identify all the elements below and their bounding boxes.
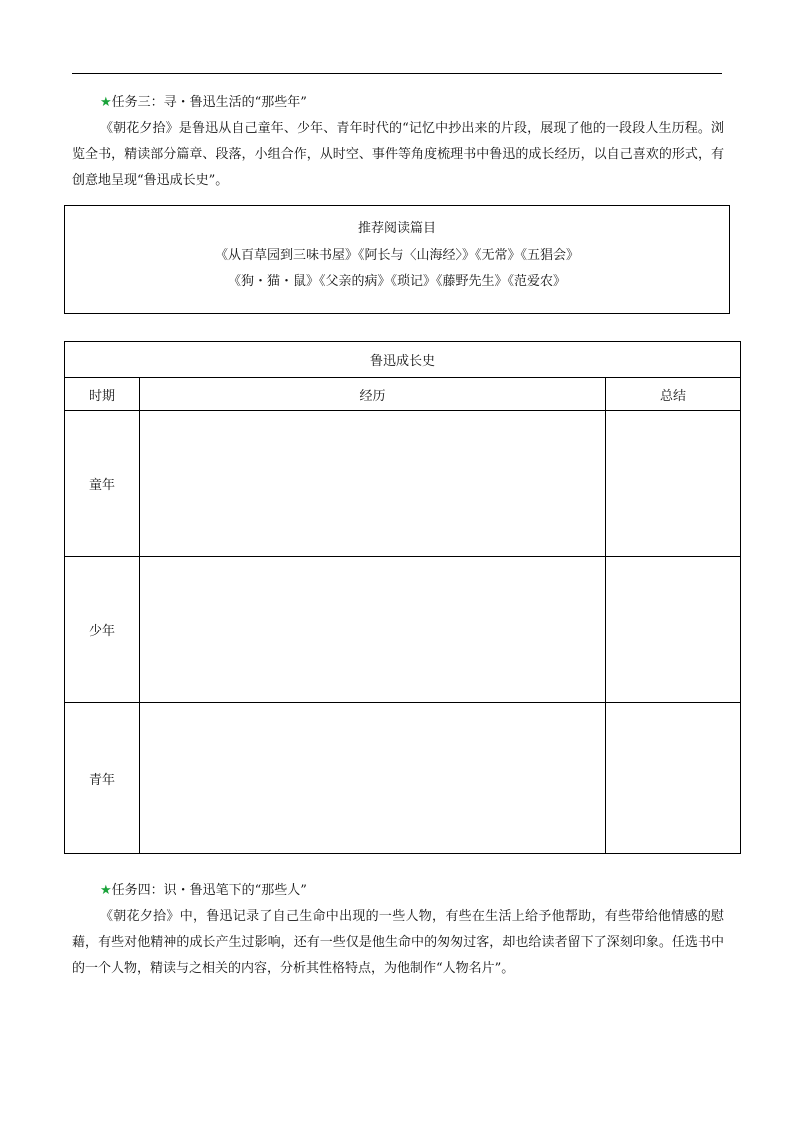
header-rule	[72, 73, 722, 74]
task3-paragraph: 《朝花夕拾》是鲁迅从自己童年、少年、青年时代的“记忆中抄出来的片段，展现了他的一段段人生历程。浏览全书，精读部分篇章、段落，小组合作，从时空、事件等角度梳理书中鲁迅的成长经历，以自己喜欢的形式，有创意地呈现“鲁迅成长史”。	[72, 121, 724, 188]
growth-table-title: 鲁迅成长史	[65, 342, 741, 378]
table-row	[65, 703, 741, 854]
header-experience: 经历	[140, 378, 606, 411]
star-icon: ★	[100, 883, 112, 898]
reading-list-line-1: 《从百草园到三味书屋》《阿长与〈山海经〉》《无常》《五猖会》	[214, 248, 579, 263]
reading-list-box	[64, 205, 730, 314]
task4-paragraph: 《朝花夕拾》中，鲁迅记录了自己生命中出现的一些人物，有些在生活上给予他帮助，有些带给他情感的慰藉，有些对他精神的成长产生过影响，还有一些仅是他生命中的匆匆过客，却也给读者留下了深刻印象。任选书中的一个人物，精读与之相关的内容，分析其性格特点，为他制作“人物名片”。	[72, 909, 724, 976]
header-period: 时期	[65, 378, 140, 411]
header-summary: 总结	[606, 378, 741, 411]
period-young-adult: 青年	[65, 703, 140, 854]
summary-cell[interactable]	[606, 557, 741, 703]
summary-cell[interactable]	[606, 703, 741, 854]
period-childhood: 童年	[65, 411, 140, 557]
task4-heading-text: 任务四：识・鲁迅笔下的“那些人”	[111, 883, 307, 898]
task4-heading	[100, 882, 307, 900]
reading-list-title: 推荐阅读篇目	[357, 221, 436, 236]
summary-cell[interactable]	[606, 411, 741, 557]
experience-cell[interactable]	[140, 411, 606, 557]
star-icon: ★	[100, 95, 112, 110]
experience-cell[interactable]	[140, 703, 606, 854]
task3-heading	[100, 94, 307, 112]
table-row	[65, 411, 741, 557]
table-row	[65, 557, 741, 703]
experience-cell[interactable]	[140, 557, 606, 703]
growth-table	[64, 341, 741, 854]
task3-heading-text: 任务三：寻・鲁迅生活的“那些年”	[111, 95, 307, 110]
period-youth: 少年	[65, 557, 140, 703]
reading-list-line-2: 《狗・猫・鼠》《父亲的病》《琐记》《藤野先生》《范爱农》	[227, 274, 566, 289]
